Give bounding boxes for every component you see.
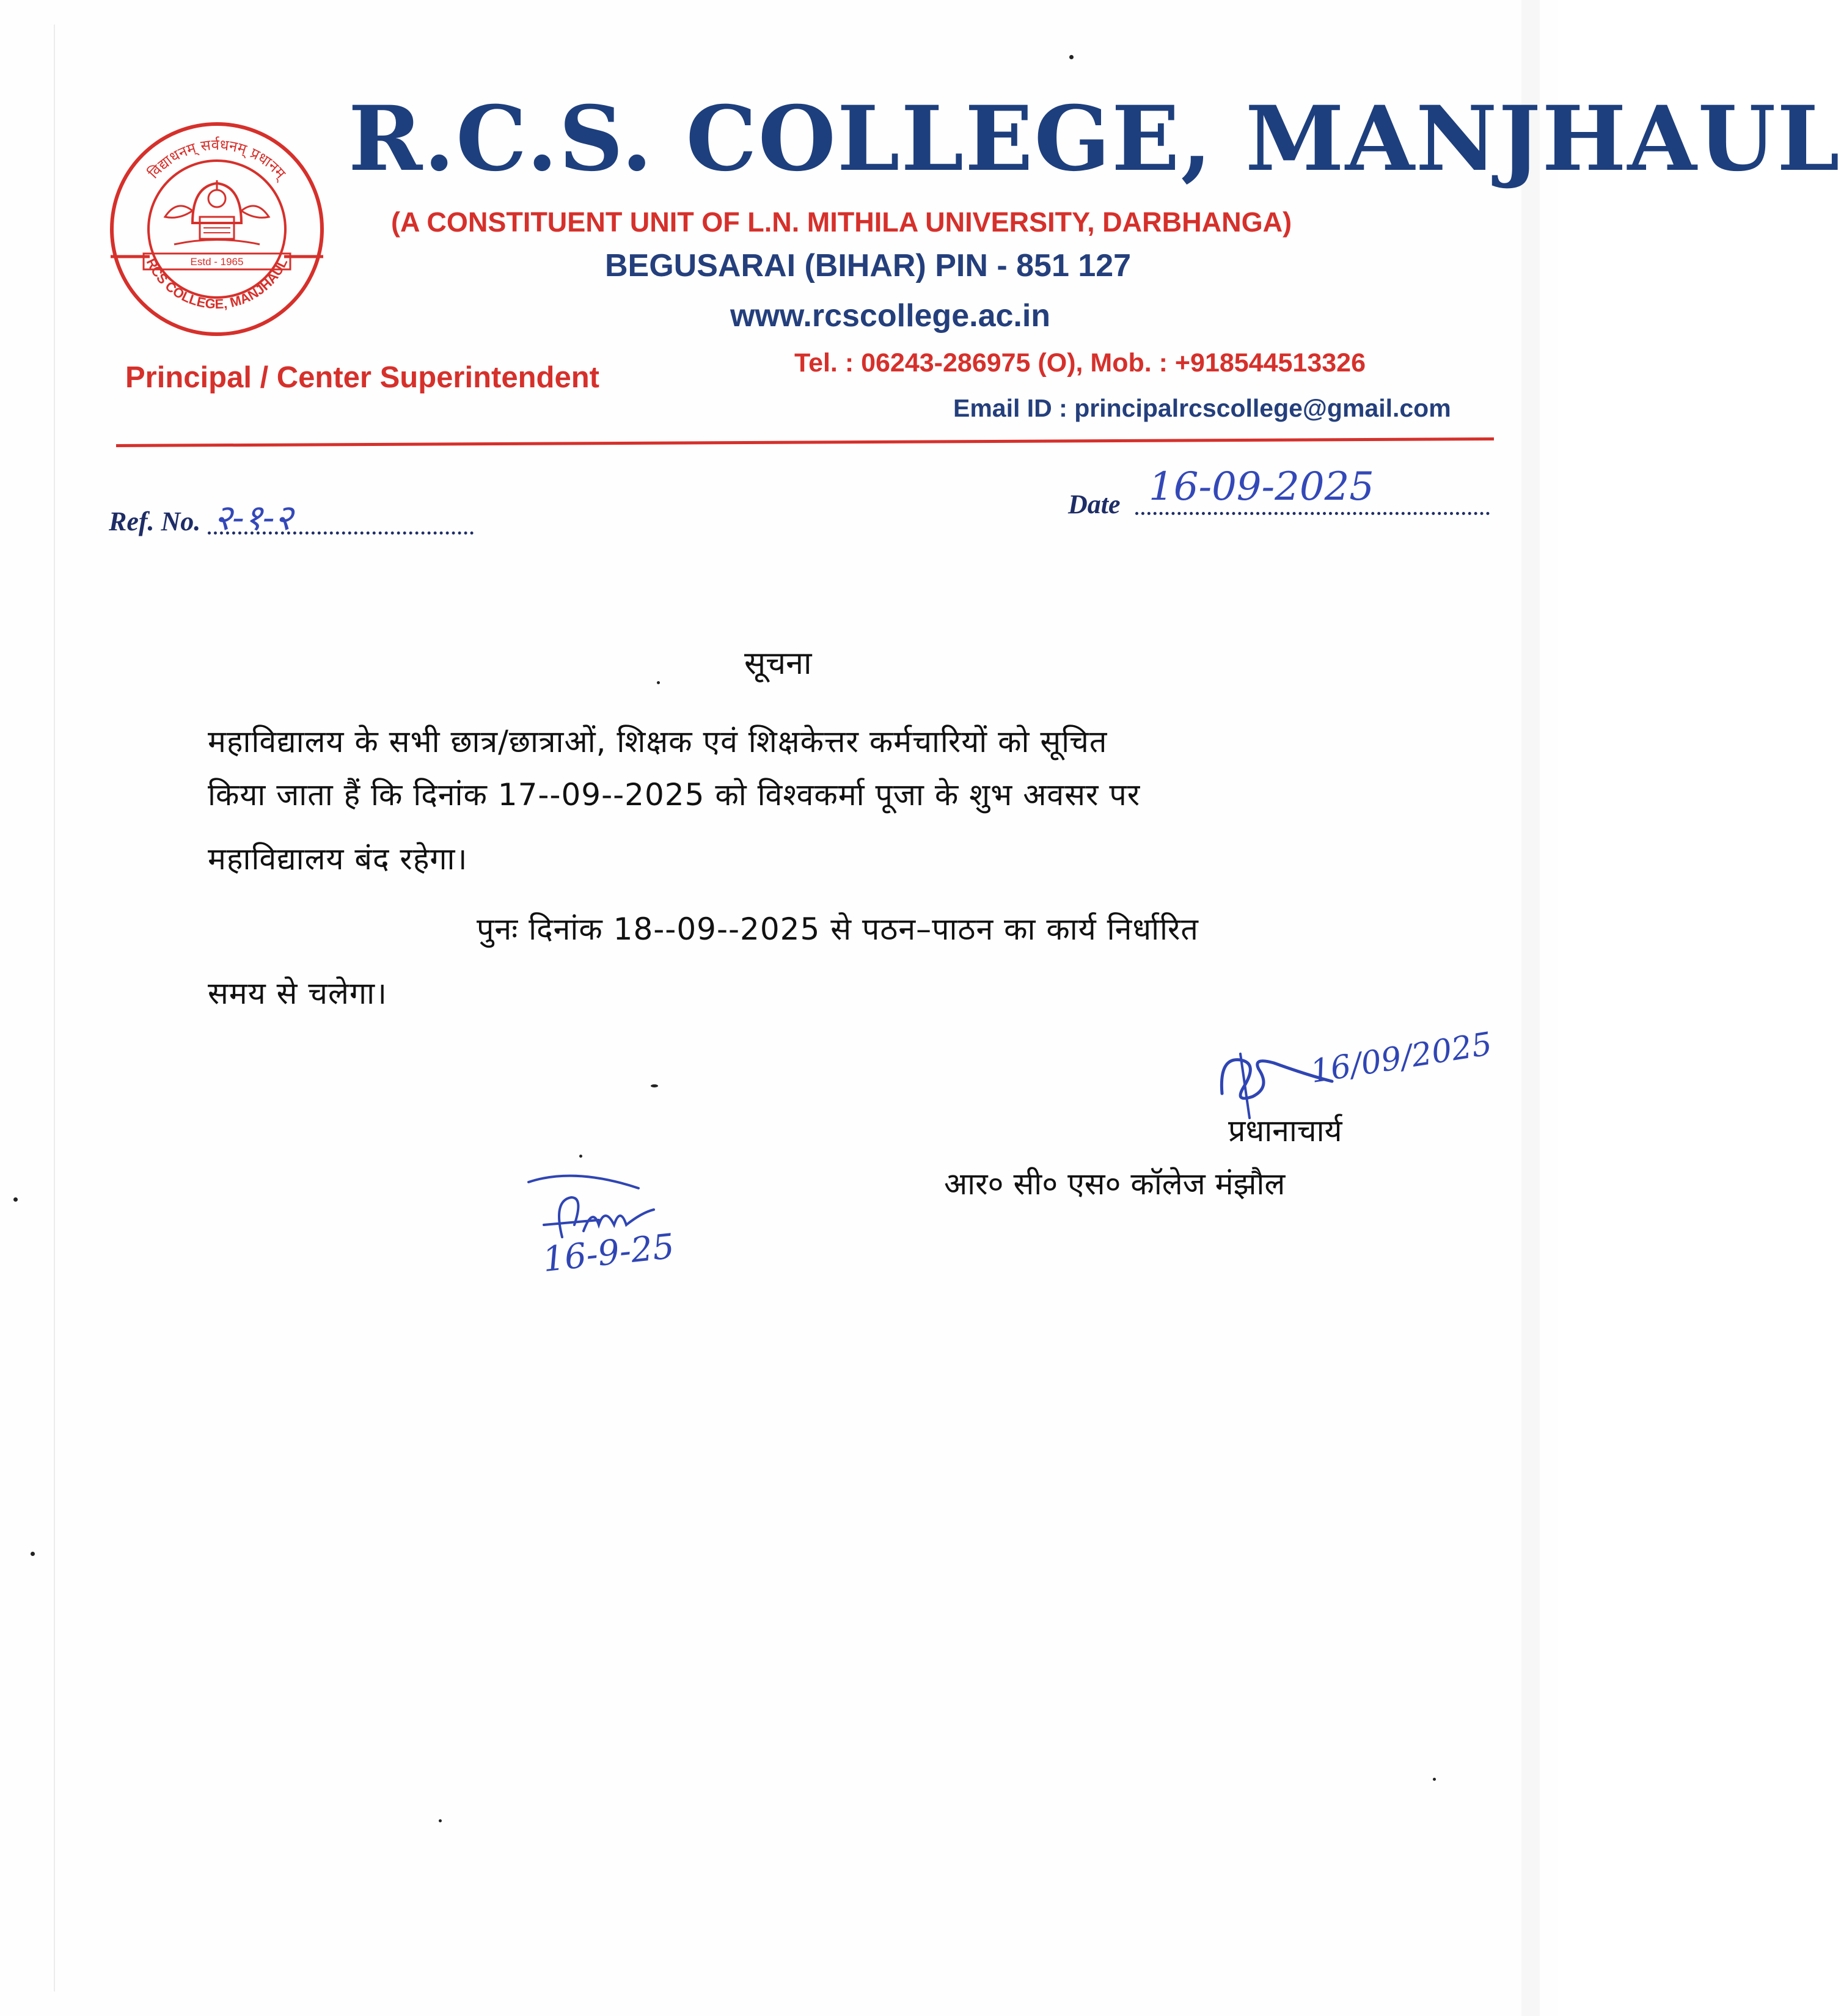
ref-no-handwritten: २-१-२	[214, 497, 293, 538]
date-dotted-line	[1135, 512, 1490, 515]
date-label: Date	[1068, 489, 1121, 519]
seal-college-name: RCS COLLEGE, MANJHAUL	[143, 255, 291, 312]
notice-line: महाविद्यालय बंद रहेगा।	[208, 841, 468, 877]
college-seal-logo	[107, 119, 327, 339]
office-designation: Principal / Center Superintendent	[125, 361, 599, 394]
principal-signature-date: 16/09/2025	[1308, 1025, 1495, 1090]
notice-line: महाविद्यालय के सभी छात्र/छात्राओं, शिक्षक एवं शिक्षकेत्तर कर्मचारियों को सूचित	[208, 724, 1108, 759]
letterhead-divider	[116, 437, 1494, 447]
scan-speck	[579, 1155, 582, 1158]
scan-speck	[651, 1084, 658, 1087]
ref-no-label: Ref. No.	[109, 506, 201, 536]
scan-speck	[657, 681, 660, 684]
scan-speck	[31, 1552, 35, 1556]
scan-speck	[439, 1819, 442, 1822]
notice-title: सूचना	[744, 645, 812, 682]
scan-edge-left	[54, 24, 55, 1992]
college-website: www.rcscollege.ac.in	[730, 298, 1051, 334]
notice-line: समय से चलेगा।	[208, 976, 387, 1011]
date-handwritten: 16-09-2025	[1149, 464, 1374, 509]
signatory-college: आर० सी० एस० कॉलेज मंझौल	[944, 1166, 1286, 1202]
clerk-signature-date: 16-9-25	[541, 1226, 676, 1280]
seal-motto: विद्याधनम् सर्वधनम् प्रधानम्	[145, 136, 290, 182]
college-address: BEGUSARAI (BIHAR) PIN - 851 127	[605, 248, 1132, 283]
notice-line: किया जाता हैं कि दिनांक 17--09--2025 को विश्वकर्मा पूजा के शुभ अवसर पर	[208, 777, 1141, 813]
email-address: Email ID : principalrcscollege@gmail.com	[953, 394, 1451, 422]
scan-speck	[1433, 1778, 1436, 1781]
college-name: R.C.S. COLLEGE, MANJHAUL	[348, 87, 1841, 191]
scan-speck	[13, 1197, 18, 1202]
university-affiliation: (A CONSTITUENT UNIT OF L.N. MITHILA UNIVERSITY, DARBHANGA)	[391, 206, 1292, 238]
seal-estd: Estd - 1965	[190, 256, 244, 268]
scan-edge-right	[1521, 0, 1540, 2016]
signatory-designation: प्रधानाचार्य	[1228, 1113, 1342, 1149]
phone-numbers: Tel. : 06243-286975 (O), Mob. : +918544513326	[794, 348, 1366, 378]
scan-speck	[1069, 55, 1074, 59]
notice-line: पुनः दिनांक 18--09--2025 से पठन–पाठन का कार्य निर्धारित	[477, 911, 1199, 947]
